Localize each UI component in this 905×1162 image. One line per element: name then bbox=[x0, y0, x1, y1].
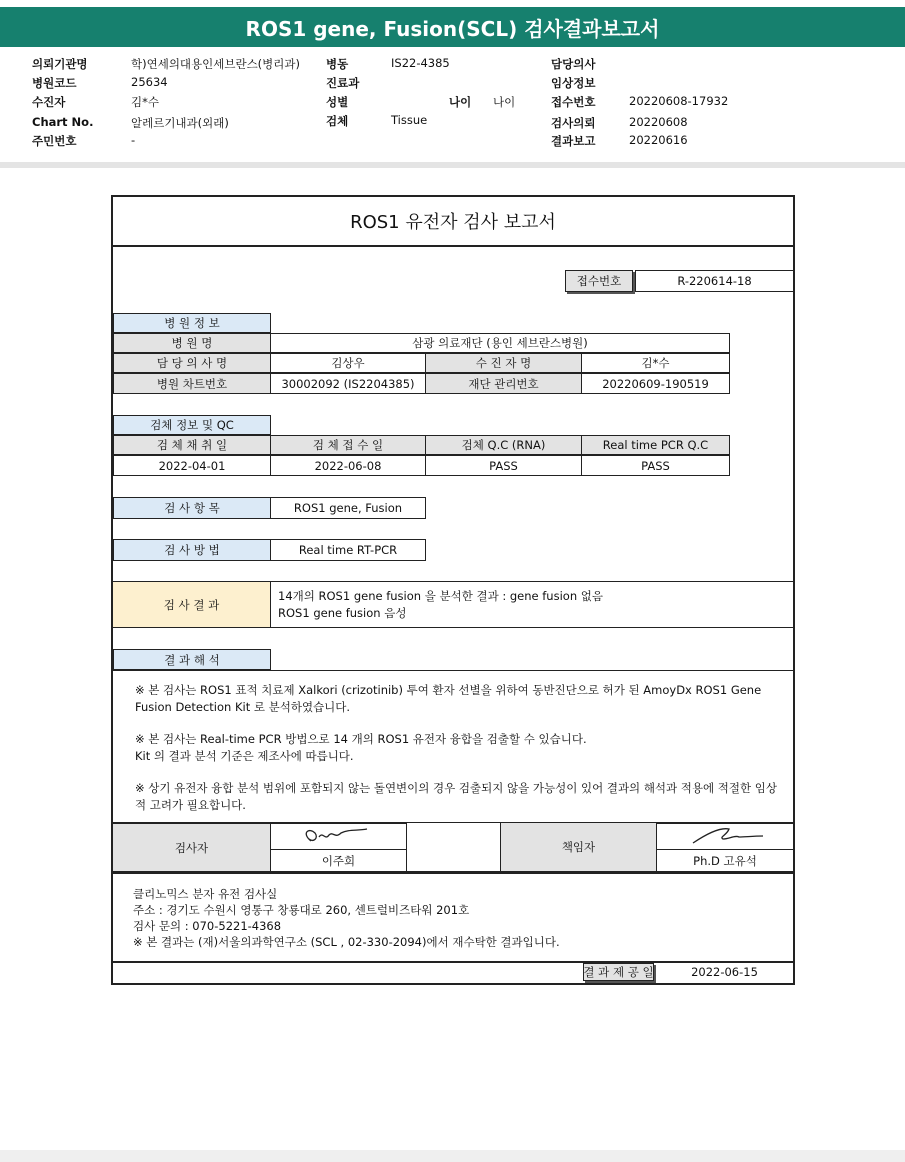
examiner-label: 검사자 bbox=[113, 823, 271, 872]
date-value: 2022-06-15 bbox=[691, 965, 758, 979]
hospital-name-label: 병 원 명 bbox=[113, 333, 271, 353]
interpretation-p3-l2: 적 고려가 필요합니다. bbox=[135, 798, 246, 812]
responsible-name: Ph.D 고유석 bbox=[656, 849, 793, 872]
field-label: 임상정보 bbox=[551, 76, 596, 90]
receipt-label: 접수번호 bbox=[565, 270, 633, 292]
date-label: 결 과 제 공 일 bbox=[583, 965, 654, 979]
responsible-signature bbox=[656, 823, 793, 850]
specimen-value: PASS bbox=[581, 455, 730, 476]
lab-name: 클리노믹스 분자 유전 검사실 bbox=[133, 887, 278, 901]
field-value: IS22-4385 bbox=[391, 56, 450, 70]
hospital-section-header: 병 원 정 보 bbox=[113, 313, 271, 333]
chart-label: 병원 차트번호 bbox=[113, 373, 271, 394]
examiner-name: 이주희 bbox=[270, 849, 407, 872]
interpretation-line bbox=[113, 670, 793, 671]
interpretation-p2-l2: Kit 의 결과 분석 기준은 제조사에 따릅니다. bbox=[135, 749, 354, 763]
interpretation-p2-l1: ※ 본 검사는 Real-time PCR 방법으로 14 개의 ROS1 유전자 융합을 검출할 수 있습니다. bbox=[135, 732, 587, 746]
field-value: 20220608-17932 bbox=[629, 94, 729, 108]
field-value: 20220608 bbox=[629, 115, 688, 129]
field-label: 검사의뢰 bbox=[551, 116, 596, 130]
result-line-2: ROS1 gene fusion 음성 bbox=[278, 606, 407, 620]
patient-value: 김*수 bbox=[581, 353, 730, 373]
specimen-section-header: 검체 정보 및 QC bbox=[113, 415, 271, 435]
responsible-signature-icon bbox=[657, 823, 792, 849]
field-label: 담당의사 bbox=[551, 57, 596, 71]
chart-value: 30002092 (IS2204385) bbox=[270, 373, 426, 394]
examiner-signature bbox=[270, 823, 407, 850]
specimen-col-header: 검 체 채 취 일 bbox=[113, 435, 271, 455]
header-info bbox=[0, 50, 905, 160]
field-label: 의뢰기관명 bbox=[32, 57, 88, 71]
field-value: 나이 bbox=[493, 95, 516, 109]
lab-contact: 검사 문의 : 070-5221-4368 bbox=[133, 919, 282, 933]
test-method-label: 검 사 방 법 bbox=[113, 539, 271, 561]
result-bottom-line bbox=[113, 627, 793, 628]
report-frame bbox=[111, 195, 795, 985]
report-title: ROS1 유전자 검사 보고서 bbox=[113, 197, 793, 247]
field-value: - bbox=[131, 133, 136, 147]
field-value: 김*수 bbox=[131, 95, 159, 109]
field-label: 주민번호 bbox=[32, 134, 77, 148]
field-value: Tissue bbox=[391, 113, 428, 127]
specimen-col-header: Real time PCR Q.C bbox=[581, 435, 730, 455]
interpretation-p3-l1: ※ 상기 유전자 융합 분석 범위에 포함되지 않는 돌연변이의 경우 검출되지 않을 가능성이 있어 결과의 해석과 적용에 적절한 임상 bbox=[135, 781, 777, 795]
field-value: 20220616 bbox=[629, 133, 688, 147]
foundation-value: 20220609-190519 bbox=[581, 373, 730, 394]
field-label: 검체 bbox=[326, 114, 349, 128]
interpretation-p1-l2: Fusion Detection Kit 로 분석하였습니다. bbox=[135, 700, 351, 714]
doctor-value: 김상우 bbox=[270, 353, 426, 373]
doctor-label: 담 당 의 사 명 bbox=[113, 353, 271, 373]
field-label: Chart No. bbox=[32, 115, 94, 129]
field-label: 병동 bbox=[326, 57, 349, 71]
examiner-signature-icon bbox=[271, 823, 406, 849]
test-item-value: ROS1 gene, Fusion bbox=[270, 497, 426, 519]
specimen-col-header: 검 체 접 수 일 bbox=[270, 435, 426, 455]
receipt-value: R-220614-18 bbox=[635, 270, 793, 292]
specimen-value: 2022-04-01 bbox=[113, 455, 271, 476]
field-label: 수진자 bbox=[32, 95, 66, 109]
field-label: 접수번호 bbox=[551, 95, 596, 109]
lab-address: 주소 : 경기도 수원시 영통구 창룡대로 260, 센트럴비즈타워 201호 bbox=[133, 903, 470, 917]
specimen-value: 2022-06-08 bbox=[270, 455, 426, 476]
field-label: 결과보고 bbox=[551, 134, 596, 148]
field-label: 병원코드 bbox=[32, 76, 77, 90]
page-footer-band bbox=[0, 1150, 905, 1162]
foundation-label: 재단 관리번호 bbox=[425, 373, 582, 394]
field-value: 25634 bbox=[131, 75, 168, 89]
test-method-value: Real time RT-PCR bbox=[270, 539, 426, 561]
patient-label: 수 진 자 명 bbox=[425, 353, 582, 373]
interpretation-label: 결 과 해 석 bbox=[113, 649, 271, 670]
test-item-label: 검 사 항 목 bbox=[113, 497, 271, 519]
hospital-name-value: 삼광 의료재단 (용인 세브란스병원) bbox=[270, 333, 730, 353]
blank-cell bbox=[406, 823, 501, 872]
interpretation-p1-l1: ※ 본 검사는 ROS1 표적 치료제 Xalkori (crizotinib) 투여 환자 선별을 위하여 동반진단으로 허가 된 AmoyDx ROS1 Gene bbox=[135, 683, 762, 697]
signature-bottom-line bbox=[113, 872, 793, 874]
specimen-col-header: 검체 Q.C (RNA) bbox=[425, 435, 582, 455]
field-label: 성별 bbox=[326, 95, 349, 109]
field-label: 나이 bbox=[449, 95, 472, 109]
specimen-value: PASS bbox=[425, 455, 582, 476]
responsible-label: 책임자 bbox=[500, 823, 657, 872]
field-label: 진료과 bbox=[326, 76, 360, 90]
field-value: 알레르기내과(외래) bbox=[131, 116, 229, 130]
field-value: 학)연세의대용인세브란스(병리과) bbox=[131, 57, 300, 71]
result-line-1: 14개의 ROS1 gene fusion 을 분석한 결과 : gene fusion 없음 bbox=[278, 589, 603, 603]
result-label: 검 사 결 과 bbox=[113, 581, 271, 628]
header-separator bbox=[0, 162, 905, 168]
lab-note: ※ 본 결과는 (재)서울의과학연구소 (SCL , 02-330-2094)에서 재수탁한 결과입니다. bbox=[133, 935, 560, 949]
page-banner-title: ROS1 gene, Fusion(SCL) 검사결과보고서 bbox=[0, 7, 905, 47]
